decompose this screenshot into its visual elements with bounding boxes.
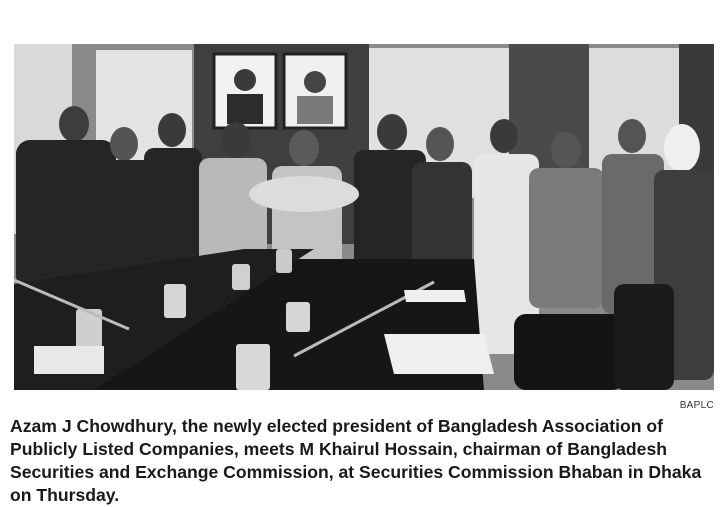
photo-caption: Azam J Chowdhury, the newly elected president of Bangladesh Association of Publicly Listed Companies, meets M Khairul Hossain, chairman of Bangladesh Securities and Exchange Commission, at Securities Commission Bhaban in Dhaka on Thursday. — [10, 416, 702, 505]
portrait-right — [284, 54, 346, 128]
photo-credit: BAPLC — [679, 400, 714, 411]
news-photo — [14, 44, 714, 390]
portrait-left — [214, 54, 276, 128]
